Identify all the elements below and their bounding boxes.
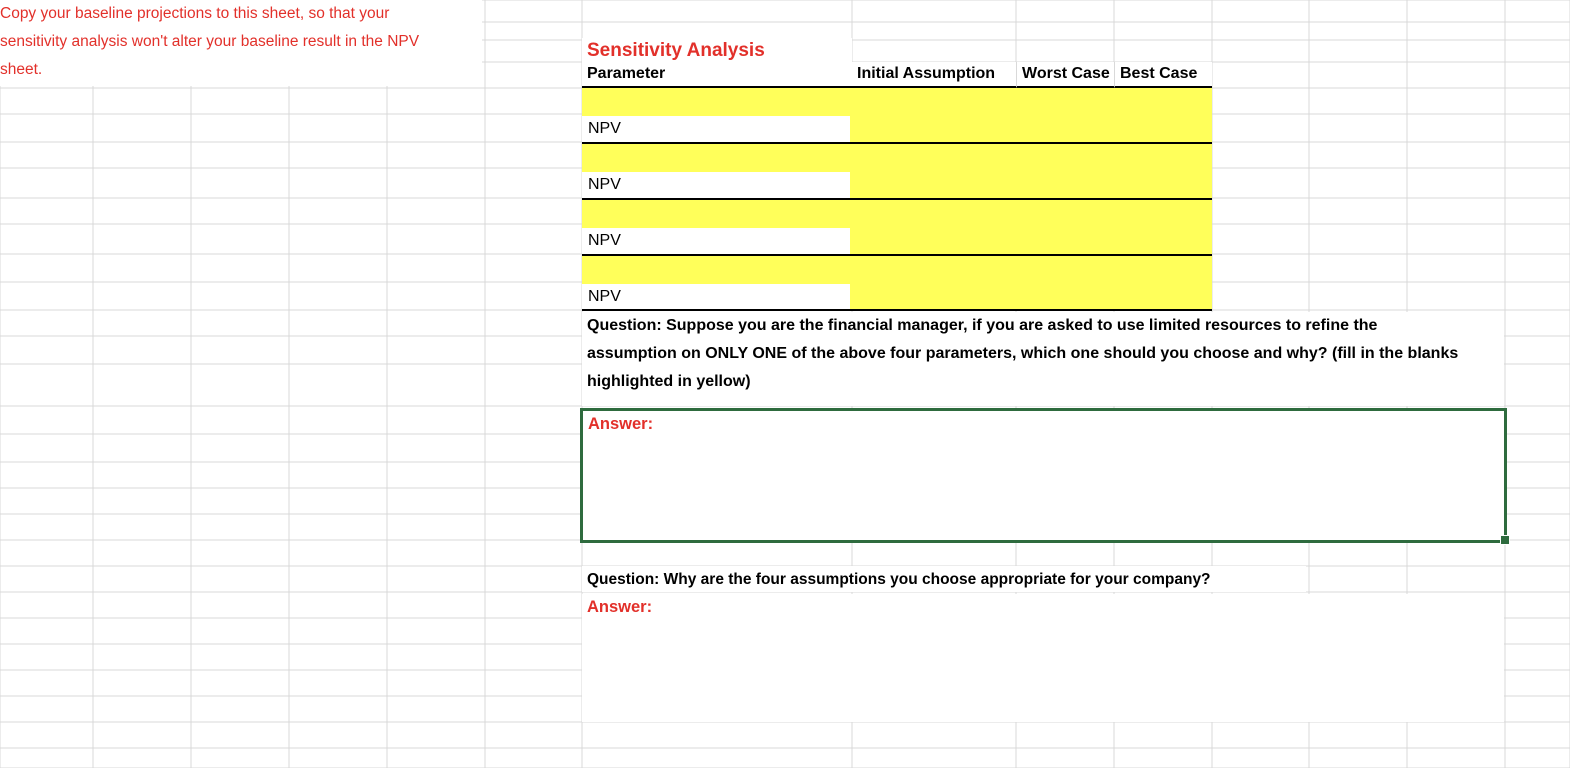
fill-handle[interactable]	[1500, 535, 1510, 545]
instruction-note[interactable]	[0, 0, 482, 86]
npv-label-3[interactable]: NPV	[582, 228, 850, 254]
header-parameter[interactable]: Parameter	[582, 62, 852, 88]
npv-label-2[interactable]: NPV	[582, 172, 850, 198]
question-1-line-1: Question: Suppose you are the financial manager, if you are asked to use limited resources to refine the	[587, 317, 1378, 334]
question-1-line-3: highlighted in yellow)	[587, 373, 751, 390]
answer-2-cell[interactable]	[582, 594, 1504, 722]
header-initial-assumption[interactable]: Initial Assumption	[852, 62, 1016, 88]
npv-label-1[interactable]: NPV	[582, 116, 850, 142]
answer-1-cell[interactable]	[580, 408, 1507, 543]
question-2[interactable]: Question: Why are the four assumptions you choose appropriate for your company?	[582, 566, 1306, 592]
instruction-line-1: Copy your baseline projections to this sheet, so that your	[0, 5, 390, 22]
question-1[interactable]	[582, 312, 1504, 406]
row-divider	[582, 309, 1212, 311]
instruction-line-3: sheet.	[0, 61, 43, 78]
npv-label-4[interactable]: NPV	[582, 284, 850, 310]
answer-1-label: Answer:	[588, 415, 654, 433]
header-best-case[interactable]: Best Case	[1114, 62, 1212, 88]
header-worst-case[interactable]: Worst Case	[1016, 62, 1114, 88]
answer-2-label: Answer:	[587, 598, 653, 616]
sensitivity-title[interactable]: Sensitivity Analysis	[582, 38, 852, 64]
instruction-line-2: sensitivity analysis won't alter your baseline result in the NPV	[0, 33, 420, 50]
question-1-line-2: assumption on ONLY ONE of the above four parameters, which one should you choose and why? (fill in the blanks	[587, 345, 1459, 362]
